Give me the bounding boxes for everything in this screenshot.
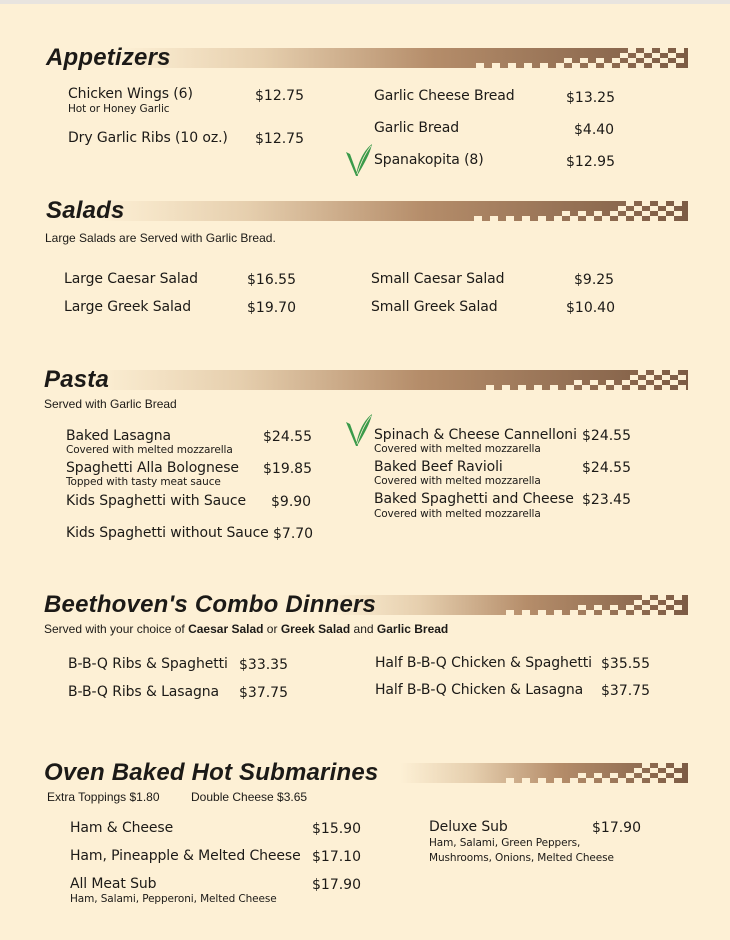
- menu-item-price: $17.10: [312, 849, 361, 865]
- menu-item-name: Half B-B-Q Chicken & Lasagna: [375, 682, 584, 698]
- menu-item-price: $12.95: [566, 154, 615, 170]
- menu-item-name: B-B-Q Ribs & Spaghetti: [68, 656, 228, 672]
- checker-cell: [594, 605, 602, 610]
- menu-item-desc: Topped with tasty meat sauce: [66, 476, 221, 488]
- checker-cell: [670, 370, 678, 375]
- menu-item-name: Deluxe Sub: [429, 819, 508, 835]
- checker-cell: [646, 385, 654, 390]
- checker-cell: [650, 610, 658, 615]
- section-title: Appetizers: [46, 44, 171, 71]
- checker-cell: [618, 216, 626, 221]
- checker-cell: [538, 216, 546, 221]
- checker-cell: [644, 48, 652, 53]
- menu-item-name: B-B-Q Ribs & Lasagna: [68, 684, 220, 700]
- note-text: or: [263, 622, 281, 636]
- note-text: Served with your choice of: [44, 622, 189, 636]
- checker-cell: [538, 610, 546, 615]
- checker-cell: [660, 48, 668, 53]
- checker-cell: [618, 610, 626, 615]
- checker-cell: [550, 385, 558, 390]
- checker-cell: [522, 778, 530, 783]
- checker-cell: [660, 58, 668, 63]
- menu-item-price: $12.75: [255, 131, 304, 147]
- menu-item-price: $37.75: [601, 683, 650, 699]
- checker-cell: [502, 385, 510, 390]
- checker-pattern: [478, 370, 688, 390]
- menu-item-price: $15.90: [312, 821, 361, 837]
- checker-cell: [670, 380, 678, 385]
- checker-cell: [650, 600, 658, 605]
- checker-cell: [598, 385, 606, 390]
- checker-cell: [642, 211, 650, 216]
- checker-cell: [658, 763, 666, 768]
- checker-cell: [634, 768, 642, 773]
- checker-cell: [626, 605, 634, 610]
- checker-cell: [476, 63, 484, 68]
- checker-cell: [666, 600, 674, 605]
- menu-item-name: Large Greek Salad: [64, 299, 192, 315]
- checker-cell: [582, 385, 590, 390]
- checker-cell: [676, 48, 684, 53]
- checker-cell: [642, 763, 650, 768]
- checker-cell: [486, 385, 494, 390]
- checker-cell: [522, 216, 530, 221]
- checker-cell: [610, 605, 618, 610]
- checker-cell: [492, 63, 500, 68]
- checker-cell: [572, 63, 580, 68]
- menu-item-desc: Covered with melted mozzarella: [66, 444, 233, 456]
- checker-cell: [554, 216, 562, 221]
- checker-cell: [638, 380, 646, 385]
- checker-cell: [622, 380, 630, 385]
- menu-item-name: Baked Beef Ravioli: [374, 459, 503, 475]
- menu-item-desc: Covered with melted mozzarella: [374, 443, 541, 455]
- checker-cell: [636, 63, 644, 68]
- checker-cell: [666, 778, 674, 783]
- checker-cell: [642, 773, 650, 778]
- checker-cell: [506, 216, 514, 221]
- menu-item-name: Spaghetti Alla Bolognese: [66, 460, 239, 476]
- menu-item-desc: Covered with melted mozzarella: [374, 475, 541, 487]
- checker-pattern: [498, 595, 688, 615]
- checker-cell: [574, 380, 582, 385]
- checker-cell: [508, 63, 516, 68]
- checker-cell: [554, 610, 562, 615]
- checker-cell: [612, 58, 620, 63]
- checker-cell: [626, 773, 634, 778]
- section-title: Oven Baked Hot Submarines: [44, 759, 379, 786]
- checker-cell: [658, 211, 666, 216]
- checker-cell: [610, 211, 618, 216]
- checker-cell: [650, 206, 658, 211]
- checker-pattern: [498, 763, 688, 783]
- checker-cell: [586, 778, 594, 783]
- menu-item-price: $9.90: [271, 494, 312, 510]
- checker-cell: [636, 53, 644, 58]
- section-note-cheese: Double Cheese $3.65: [191, 790, 308, 804]
- note-bold-option: Caesar Salad: [188, 622, 264, 636]
- menu-item-name: Ham, Pineapple & Melted Cheese: [70, 848, 301, 864]
- section-note: Served with Garlic Bread: [44, 397, 177, 411]
- checker-cell: [602, 610, 610, 615]
- menu-item-name: Small Greek Salad: [371, 299, 498, 315]
- checker-cell: [658, 201, 666, 206]
- checker-cell: [578, 773, 586, 778]
- checker-cell: [506, 778, 514, 783]
- menu-item-name: Ham & Cheese: [70, 820, 174, 836]
- checker-cell: [580, 58, 588, 63]
- checker-cell: [678, 385, 686, 390]
- menu-item-price: $35.55: [601, 656, 650, 672]
- menu-item-name: Kids Spaghetti without Sauce: [66, 525, 269, 541]
- checker-cell: [652, 53, 660, 58]
- checker-cell: [634, 600, 642, 605]
- note-text: and: [350, 622, 377, 636]
- menu-item-name: Large Caesar Salad: [64, 271, 198, 287]
- checker-cell: [666, 610, 674, 615]
- checker-cell: [474, 216, 482, 221]
- checker-cell: [620, 53, 628, 58]
- menu-item-name: Kids Spaghetti with Sauce: [66, 493, 247, 509]
- menu-item-name: Spinach & Cheese Cannelloni: [374, 427, 577, 443]
- checker-cell: [626, 211, 634, 216]
- checker-cell: [646, 375, 654, 380]
- checker-cell: [662, 375, 670, 380]
- menu-item-price: $24.55: [263, 429, 312, 445]
- checker-cell: [678, 375, 686, 380]
- checker-cell: [538, 778, 546, 783]
- menu-item-name: Small Caesar Salad: [371, 271, 505, 287]
- menu-item-desc: Ham, Salami, Green Peppers,: [429, 837, 581, 849]
- checker-cell: [674, 211, 682, 216]
- checker-cell: [652, 63, 660, 68]
- checker-cell: [506, 610, 514, 615]
- checker-cell: [644, 58, 652, 63]
- checker-cell: [674, 773, 682, 778]
- checker-cell: [490, 216, 498, 221]
- menu-item-price: $4.40: [574, 122, 615, 138]
- checker-cell: [650, 216, 658, 221]
- checker-cell: [588, 63, 596, 68]
- note-bold-option: Garlic Bread: [376, 622, 449, 636]
- checker-cell: [606, 380, 614, 385]
- top-border: [0, 0, 730, 4]
- checker-cell: [634, 206, 642, 211]
- checker-cell: [586, 216, 594, 221]
- menu-item-name: Dry Garlic Ribs (10 oz.): [68, 130, 228, 146]
- checker-cell: [658, 595, 666, 600]
- checker-cell: [642, 595, 650, 600]
- menu-item-price: $9.25: [574, 272, 615, 288]
- menu-item-price: $17.90: [592, 820, 641, 836]
- checker-cell: [614, 385, 622, 390]
- checker-cell: [630, 385, 638, 390]
- checker-cell: [668, 63, 676, 68]
- checker-cell: [642, 605, 650, 610]
- checker-cell: [590, 380, 598, 385]
- checker-cell: [586, 610, 594, 615]
- checker-cell: [554, 778, 562, 783]
- checker-cell: [674, 595, 682, 600]
- checker-cell: [618, 206, 626, 211]
- checker-cell: [650, 768, 658, 773]
- checker-cell: [594, 211, 602, 216]
- checker-cell: [650, 778, 658, 783]
- checker-cell: [666, 206, 674, 211]
- checker-cell: [662, 385, 670, 390]
- menu-item-name: Baked Lasagna: [66, 428, 172, 444]
- checker-cell: [570, 216, 578, 221]
- veg-leaf-icon: [344, 142, 374, 178]
- section-title: Salads: [46, 197, 125, 224]
- menu-item-price: $24.55: [582, 460, 631, 476]
- note-bold-option: Greek Salad: [280, 622, 351, 636]
- checker-cell: [620, 63, 628, 68]
- checker-cell: [628, 58, 636, 63]
- checker-cell: [642, 201, 650, 206]
- menu-item-name: Spanakopita (8): [374, 152, 484, 168]
- menu-item-name: Garlic Bread: [374, 120, 460, 136]
- menu-item-price: $16.55: [247, 272, 296, 288]
- menu-item-name: Garlic Cheese Bread: [374, 88, 515, 104]
- checker-cell: [564, 58, 572, 63]
- menu-item-name: Baked Spaghetti and Cheese: [374, 491, 574, 507]
- veg-leaf-icon: [344, 412, 374, 448]
- checker-cell: [534, 385, 542, 390]
- checker-cell: [638, 370, 646, 375]
- menu-item-desc: Ham, Salami, Pepperoni, Melted Cheese: [70, 893, 277, 905]
- menu-item-price: $24.55: [582, 428, 631, 444]
- checker-cell: [626, 201, 634, 206]
- checker-cell: [634, 610, 642, 615]
- checker-cell: [578, 211, 586, 216]
- checker-cell: [674, 605, 682, 610]
- menu-item-price: $37.75: [239, 685, 288, 701]
- menu-item-price: $23.45: [582, 492, 631, 508]
- checker-pattern: [466, 201, 688, 221]
- checker-cell: [618, 778, 626, 783]
- checker-cell: [676, 58, 684, 63]
- menu-item-desc: Mushrooms, Onions, Melted Cheese: [429, 852, 614, 864]
- checker-cell: [610, 773, 618, 778]
- checker-cell: [562, 211, 570, 216]
- menu-item-price: $12.75: [255, 88, 304, 104]
- checker-cell: [658, 605, 666, 610]
- checker-cell: [556, 63, 564, 68]
- checker-cell: [594, 773, 602, 778]
- checker-cell: [630, 375, 638, 380]
- checker-cell: [658, 773, 666, 778]
- checker-cell: [674, 763, 682, 768]
- menu-item-name: Half B-B-Q Chicken & Spaghetti: [375, 655, 592, 671]
- checker-cell: [540, 63, 548, 68]
- checker-cell: [628, 48, 636, 53]
- checker-cell: [602, 778, 610, 783]
- menu-item-desc: Hot or Honey Garlic: [68, 103, 170, 115]
- checker-cell: [634, 778, 642, 783]
- menu-item-price: $7.70: [273, 526, 314, 542]
- checker-cell: [566, 385, 574, 390]
- section-title: Pasta: [44, 366, 110, 393]
- checker-cell: [666, 216, 674, 221]
- section-note: [44, 622, 448, 636]
- menu-item-name: All Meat Sub: [70, 876, 157, 892]
- checker-cell: [602, 216, 610, 221]
- checker-cell: [596, 58, 604, 63]
- menu-item-price: $33.35: [239, 657, 288, 673]
- menu-item-price: $10.40: [566, 300, 615, 316]
- checker-pattern: [468, 48, 688, 68]
- menu-item-price: $19.85: [263, 461, 312, 477]
- checker-cell: [570, 610, 578, 615]
- checker-cell: [604, 63, 612, 68]
- checker-cell: [522, 610, 530, 615]
- checker-cell: [518, 385, 526, 390]
- section-note: Large Salads are Served with Garlic Bread.: [45, 231, 276, 245]
- checker-cell: [570, 778, 578, 783]
- checker-cell: [654, 380, 662, 385]
- checker-cell: [524, 63, 532, 68]
- section-note-extra: Extra Toppings $1.80: [47, 790, 160, 804]
- menu-item-price: $13.25: [566, 90, 615, 106]
- checker-cell: [666, 768, 674, 773]
- section-title: Beethoven's Combo Dinners: [44, 591, 377, 618]
- checker-cell: [654, 370, 662, 375]
- checker-cell: [668, 53, 676, 58]
- checker-cell: [578, 605, 586, 610]
- menu-item-price: $19.70: [247, 300, 296, 316]
- checker-cell: [674, 201, 682, 206]
- menu-item-price: $17.90: [312, 877, 361, 893]
- checker-cell: [634, 216, 642, 221]
- menu-item-desc: Covered with melted mozzarella: [374, 508, 541, 520]
- menu-item-name: Chicken Wings (6): [68, 86, 193, 102]
